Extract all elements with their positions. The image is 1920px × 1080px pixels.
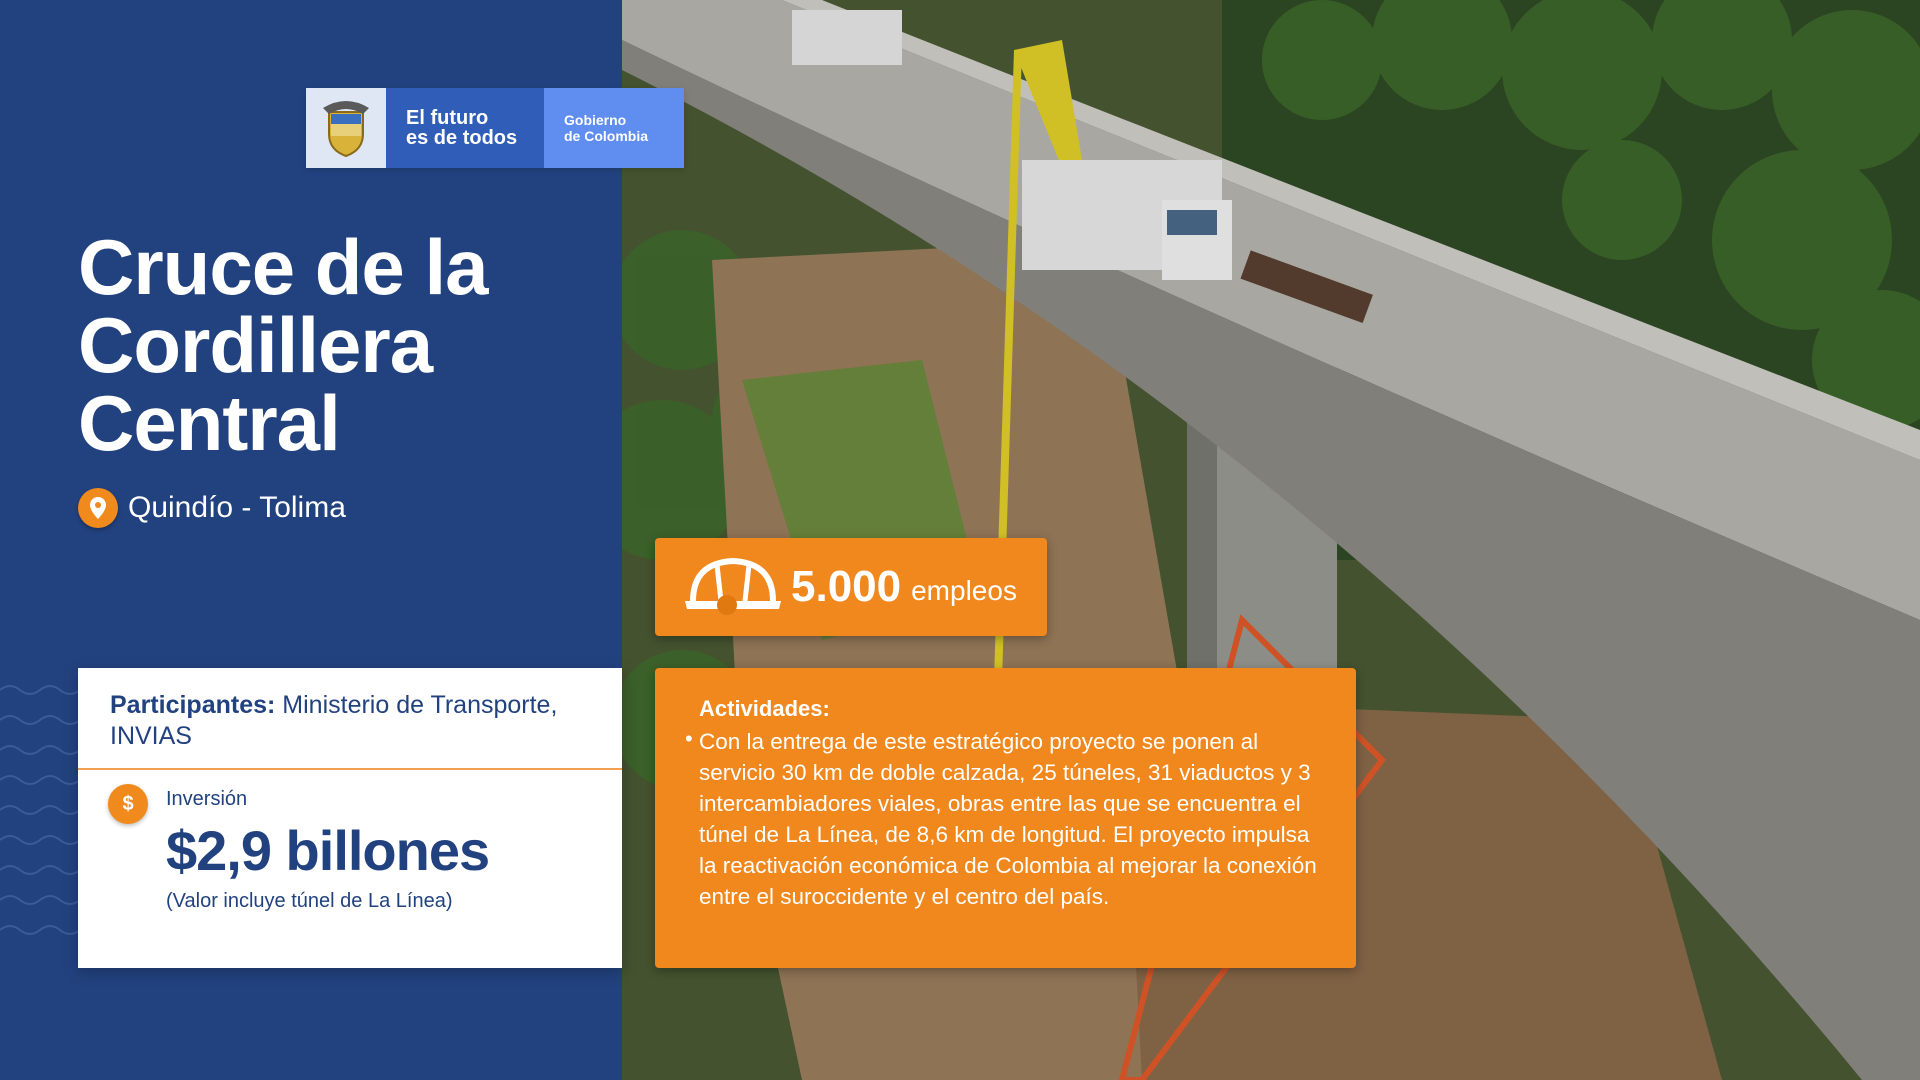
gov-block (544, 88, 684, 168)
investment-value: $2,9 billones (166, 819, 490, 882)
details-card (78, 668, 622, 968)
location-pin-icon (78, 488, 118, 528)
project-location (78, 488, 346, 528)
title-line-3: Central (78, 379, 340, 467)
government-logo (306, 88, 684, 168)
slogan-line-1: El futuro (406, 107, 489, 129)
title-line-2: Cordillera (78, 301, 433, 389)
colombia-coat-of-arms-icon (306, 88, 386, 168)
project-title (78, 223, 598, 467)
card-divider (78, 768, 622, 770)
jobs-value: 5.000 (791, 562, 902, 611)
gov-line-2: de Colombia (564, 128, 649, 144)
activities-box (655, 668, 1356, 968)
participants-value: Ministerio de Transporte, INVIAS (110, 691, 558, 750)
participants (110, 690, 570, 752)
activities-bullet: • (685, 726, 693, 751)
jobs-box (655, 538, 1047, 636)
hard-hat-icon (683, 555, 783, 620)
title-line-1: Cruce de la (78, 223, 488, 311)
investment-note: (Valor incluye túnel de La Línea) (166, 890, 453, 912)
slogan-line-2: es de todos (406, 127, 518, 149)
slogan-block (386, 88, 544, 168)
activities-heading: Actividades: (699, 696, 830, 721)
participants-label: Participantes: (110, 691, 276, 719)
investment-label: Inversión (166, 788, 248, 810)
jobs-unit: empleos (911, 575, 1017, 606)
activities-text: Con la entrega de este estratégico proyecto se ponen al servicio 30 km de doble calzada, 25 túneles, 31 viaductos y 3 intercambiadores viales, obras entre las que se encuentra el túnel de La Línea, de 8,6 km de longitud. El proyecto impulsa la reactivación económica de Colombia al mejorar la conexión entre el suroccidente y el centro del país. (699, 729, 1317, 909)
dollar-icon: $ (108, 784, 148, 824)
wave-decoration (0, 680, 80, 960)
location-text: Quindío - Tolima (128, 491, 346, 524)
gov-line-1: Gobierno (564, 112, 627, 128)
